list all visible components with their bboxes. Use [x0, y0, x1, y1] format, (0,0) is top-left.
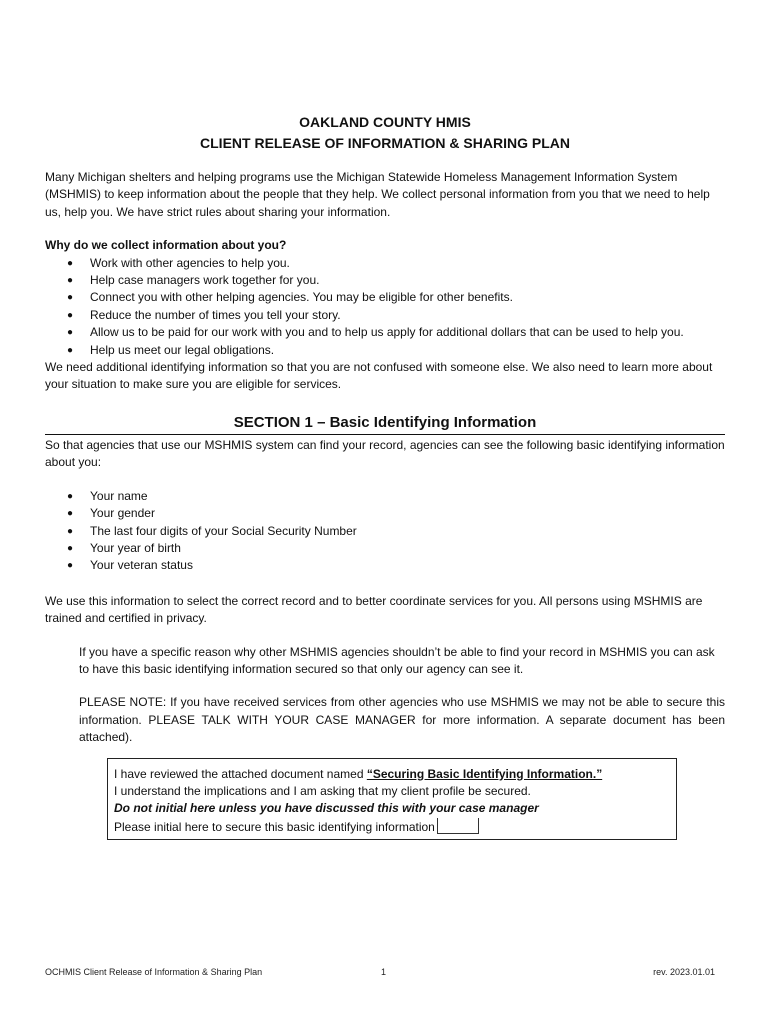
list-item: ● The last four digits of your Social Security Number [45, 523, 725, 540]
identifying-info-list [45, 488, 725, 575]
document-name: “Securing Basic Identifying Information.” [366, 766, 603, 781]
list-item: ● Allow us to be paid for our work with you and to help us apply for additional dollars that can be used to help you. [45, 324, 725, 341]
initial-field[interactable] [437, 818, 479, 834]
please-note-paragraph: PLEASE NOTE: If you have received services from other agencies who use MSHMIS we may not be able to secure this information. PLEASE TALK WITH YOUR CASE MANAGER for more information. A separate document has been attached). [79, 695, 725, 745]
box-line-2: I understand the implications and I am asking that my client profile be secured. [114, 783, 531, 798]
list-item: ● Work with other agencies to help you. [45, 255, 725, 272]
use-paragraph: We use this information to select the correct record and to better coordinate services for you. All persons using MSHMIS are trained and certified in privacy. [45, 593, 703, 626]
initial-prompt: Please initial here to secure this basic identifying information [114, 819, 435, 834]
title-line-1: OAKLAND COUNTY HMIS [299, 114, 471, 130]
why-question: Why do we collect information about you? [45, 238, 287, 253]
list-item: ● Your year of birth [45, 540, 725, 557]
footer-doc-title: OCHMIS Client Release of Information & Sharing Plan [45, 967, 263, 977]
list-item: ● Reduce the number of times you tell your story. [45, 307, 725, 324]
footer-page-number: 1 [381, 967, 387, 977]
box-line-4 [114, 818, 676, 836]
specific-reason-paragraph: If you have a specific reason why other MSHMIS agencies shouldn’t be able to find your record in MSHMIS you can ask to have this basic identifying information secured so that only our agency can see it. [79, 644, 715, 676]
list-item: ● Help case managers work together for you. [45, 272, 725, 289]
document-page [45, 112, 725, 840]
box-warning: Do not initial here unless you have discussed this with your case manager [114, 801, 539, 816]
title-line-2: CLIENT RELEASE OF INFORMATION & SHARING PLAN [200, 135, 570, 151]
section-1-intro: So that agencies that use our MSHMIS system can find your record, agencies can see the following basic identifying information about you: [45, 437, 725, 470]
box-line-1-prefix: I have reviewed the attached document named [114, 766, 367, 781]
secure-info-box [107, 758, 677, 841]
list-item: ● Connect you with other helping agencies. You may be eligible for other benefits. [45, 289, 725, 306]
list-item: ● Your name [45, 488, 725, 505]
list-item: ● Your gender [45, 505, 725, 522]
why-list [45, 255, 725, 359]
box-line-1 [114, 766, 676, 783]
intro-paragraph: Many Michigan shelters and helping programs use the Michigan Statewide Homeless Management Information System (MSHMIS) to keep information about the people that they help. We collect personal information from you that we need to help us, help you. We have strict rules about sharing your information. [45, 170, 710, 219]
why-closing: We need additional identifying information so that you are not confused with someone else. We also need to learn more about your situation to make sure you are eligible for services. [45, 360, 713, 392]
section-1-title: SECTION 1 – Basic Identifying Information [45, 412, 725, 435]
list-item: ● Your veteran status [45, 557, 725, 574]
footer-revision: rev. 2023.01.01 [653, 967, 715, 977]
list-item: ● Help us meet our legal obligations. [45, 342, 725, 359]
